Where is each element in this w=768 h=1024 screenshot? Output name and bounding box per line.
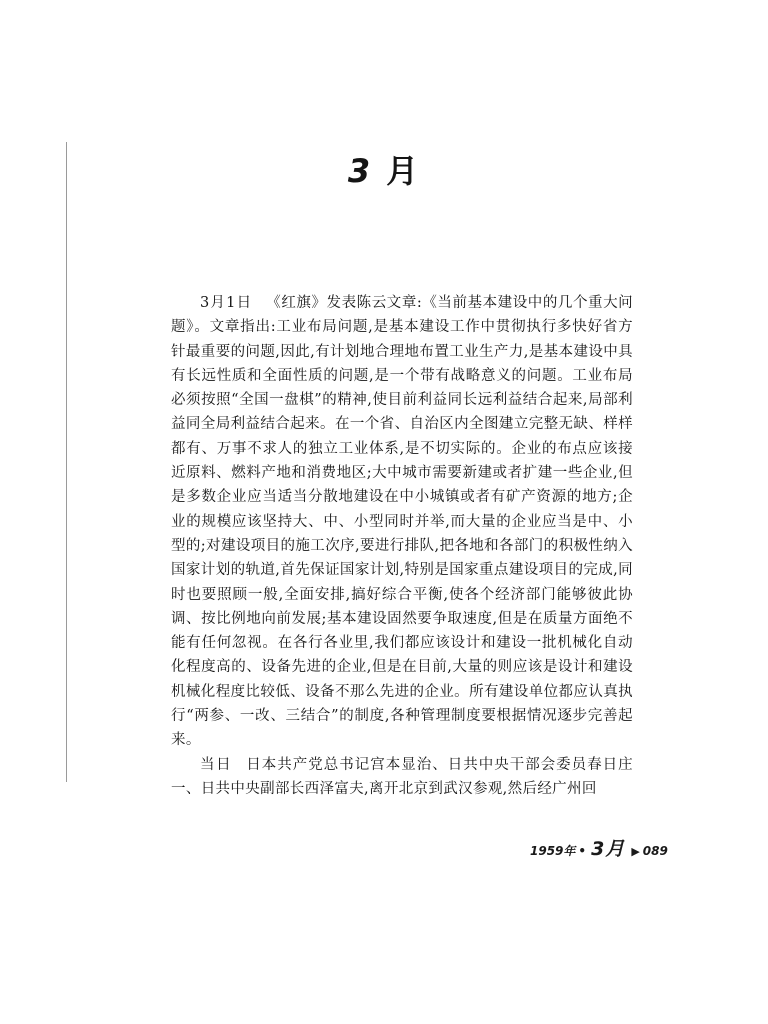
entry-text: 《红旗》发表陈云文章:《当前基本建设中的几个重大问题》。文章指出:工业布局问题,是基本建设工作中贯彻执行多快好省方针最重要的问题,因此,有计划地合理地布置工业生产力,是基本建设中具有长远性质和全面性质的问题,是一个带有战略意义的问题。工业布局必须按照“全国一盘棋”的精神,使目前利益同长远利益结合起来,局部利益同全局利益结合起来。在一个省、自治区内全图建立完整无缺、样样都有、万事不求人的独立工业体系,是不切实际的。企业的布点应该接近原料、燃料产地和消费地区;大中城市需要新建或者扩建一些企业,但是多数企业应当适当分散地建设在中小城镇或者有矿产资源的地方;企业的规模应该坚持大、中、小型同时并举,而大量的企业应当是中、小型的;对建设项目的施工次序,要进行排队,把各地和各部门的积极性纳入国家计划的轨道,首先保证国家计划,特别是国家重点建设项目的完成,同时也要照顾一般,全面安排,搞好综合平衡,使各个经济部门能够彼此协调、按比例地向前发展;基本建设固然要争取速度,但是在质量方面绝不能有任何忽视。在各行各业里,我们都应该设计和建设一批机械化自动化程度高的、设备先进的企业,但是在目前,大量的则应该是设计和建设机械化程度比较低、设备不那么先进的企业。所有建设单位都应认真执行“两参、一改、三结合”的制度,各种管理制度要根据情况逐步完善起来。 xyxy=(171,295,633,749)
chapter-unit: 月 xyxy=(386,152,421,190)
triangle-right-icon: ▶ xyxy=(631,845,640,858)
page-footer xyxy=(530,834,690,860)
footer-month: 3月 xyxy=(591,838,626,860)
margin-rule xyxy=(66,142,67,782)
entry-date: 3月1日 xyxy=(200,295,253,311)
entry-paragraph xyxy=(171,753,633,802)
chapter-title xyxy=(0,146,768,192)
chapter-number: 3 xyxy=(347,152,373,190)
entry-date: 当日 xyxy=(200,756,233,773)
footer-year: 1959年 xyxy=(530,844,576,858)
page-number: 089 xyxy=(642,844,668,858)
chronicle-body xyxy=(171,291,633,801)
footer-separator-dot: • xyxy=(578,844,587,858)
entry-text: 日本共产党总书记宫本显治、日共中央干部会委员春日庄一、日共中央副部长西泽富夫,离开北京到武汉参观,然后经广州回 xyxy=(171,756,634,797)
entry-paragraph xyxy=(171,291,633,753)
